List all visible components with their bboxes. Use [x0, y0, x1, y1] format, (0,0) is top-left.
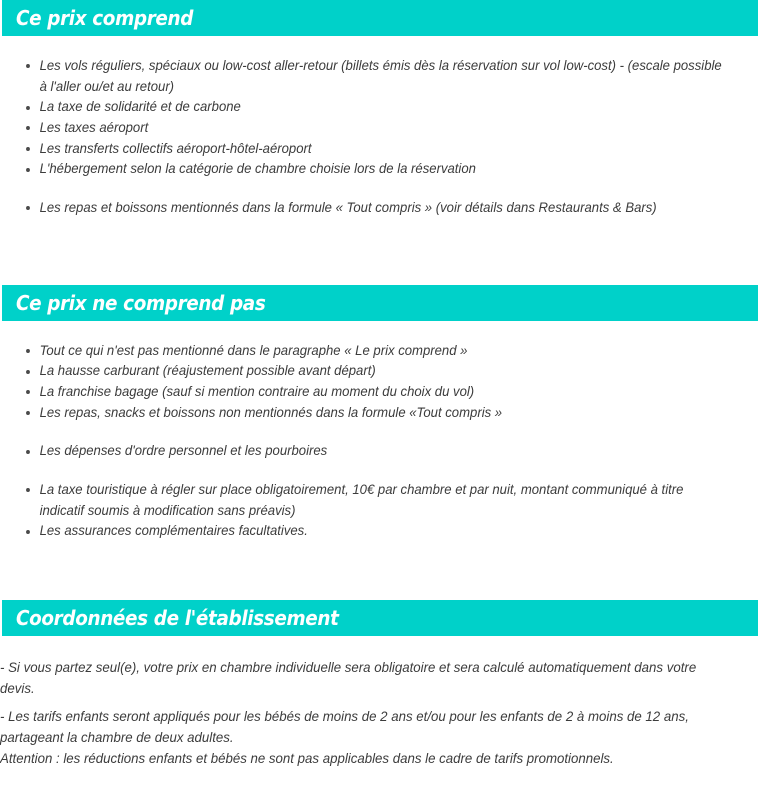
section-banner-coordonnees — [2, 600, 758, 636]
list-item — [0, 382, 731, 403]
list-item — [0, 159, 731, 180]
list-item-label: Les assurances complémentaires facultatives. — [39, 523, 308, 539]
bullet-icon — [26, 370, 30, 374]
section-banner-ce-prix-ne-comprend-pas — [2, 285, 758, 321]
note-paragraph-child-rates: - Les tarifs enfants seront appliqués pour les bébés de moins de 2 ans et/ou pour les enfants de 2 à moins de 12 ans, partageant la chambre de deux adultes. — [0, 708, 689, 746]
bullet-icon — [26, 450, 30, 454]
section-title: Ce prix ne comprend pas — [16, 290, 266, 315]
bullet-icon — [26, 126, 30, 130]
inclusions-list — [0, 56, 758, 219]
section-title: Coordonnées de l'établissement — [16, 605, 339, 630]
section-body-ce-prix-comprend — [0, 56, 758, 219]
list-item-label: Les vols réguliers, spéciaux ou low-cost aller-retour (billets émis dès la réservation sur vol low-cost) - (escale possible à l'aller ou/et au retour) — [39, 58, 722, 94]
spacer — [0, 36, 758, 56]
spacer — [0, 321, 758, 341]
bullet-icon — [26, 106, 30, 110]
spacer — [0, 699, 758, 706]
bullet-icon — [26, 530, 30, 534]
bullet-icon — [26, 349, 30, 353]
spacer — [0, 636, 758, 657]
list-item-label: Tout ce qui n'est pas mentionné dans le paragraphe « Le prix comprend » — [39, 342, 468, 358]
bullet-icon — [26, 390, 30, 394]
bullet-icon — [26, 168, 30, 172]
list-item-label: Les taxes aéroport — [39, 119, 149, 135]
note-paragraph-single-room: - Si vous partez seul(e), votre prix en chambre individuelle sera obligatoire et sera calculé automatiquement dans votre devis. — [0, 659, 697, 696]
bullet-icon — [26, 488, 30, 492]
list-item — [0, 341, 731, 362]
list-item — [0, 521, 731, 542]
list-item — [0, 118, 731, 139]
section-body-coordonnees — [0, 657, 758, 769]
section-title: Ce prix comprend — [16, 6, 194, 30]
list-item — [0, 198, 731, 219]
list-item — [0, 56, 731, 97]
bullet-icon — [26, 147, 30, 151]
list-item-label: Les repas, snacks et boissons non mentionnés dans la formule «Tout compris » — [39, 404, 503, 420]
list-item-label: Les transferts collectifs aéroport-hôtel-aéroport — [39, 140, 312, 156]
list-item — [0, 480, 731, 521]
list-item-label: Les repas et boissons mentionnés dans la formule « Tout compris » (voir détails dans Restaurants & Bars) — [39, 199, 657, 215]
spacer — [0, 219, 758, 285]
list-item-label: Les dépenses d'ordre personnel et les pourboires — [39, 443, 328, 459]
list-item — [0, 403, 731, 424]
list-item — [0, 139, 731, 160]
note-paragraph-warning: Attention : les réductions enfants et bébés ne sont pas applicables dans le cadre de tarifs promotionnels. — [0, 751, 614, 767]
bullet-icon — [26, 206, 30, 210]
list-item-label: La hausse carburant (réajustement possible avant départ) — [39, 363, 376, 379]
bullet-icon — [26, 64, 30, 68]
list-item — [0, 97, 731, 118]
list-item-label: La franchise bagage (sauf si mention contraire au moment du choix du vol) — [39, 383, 475, 399]
list-item — [0, 361, 731, 382]
list-item-label: L'hébergement selon la catégorie de chambre choisie lors de la réservation — [39, 161, 476, 177]
list-item — [0, 441, 731, 462]
section-banner-ce-prix-comprend — [2, 0, 758, 36]
exclusions-list — [0, 341, 758, 542]
bullet-icon — [26, 411, 30, 415]
list-item-label: La taxe touristique à régler sur place obligatoirement, 10€ par chambre et par nuit, montant communiqué à titre indicatif soumis à modification sans préavis) — [39, 481, 684, 518]
spacer — [0, 542, 758, 600]
list-item-label: La taxe de solidarité et de carbone — [39, 99, 241, 115]
section-body-ce-prix-ne-comprend-pas — [0, 341, 758, 542]
